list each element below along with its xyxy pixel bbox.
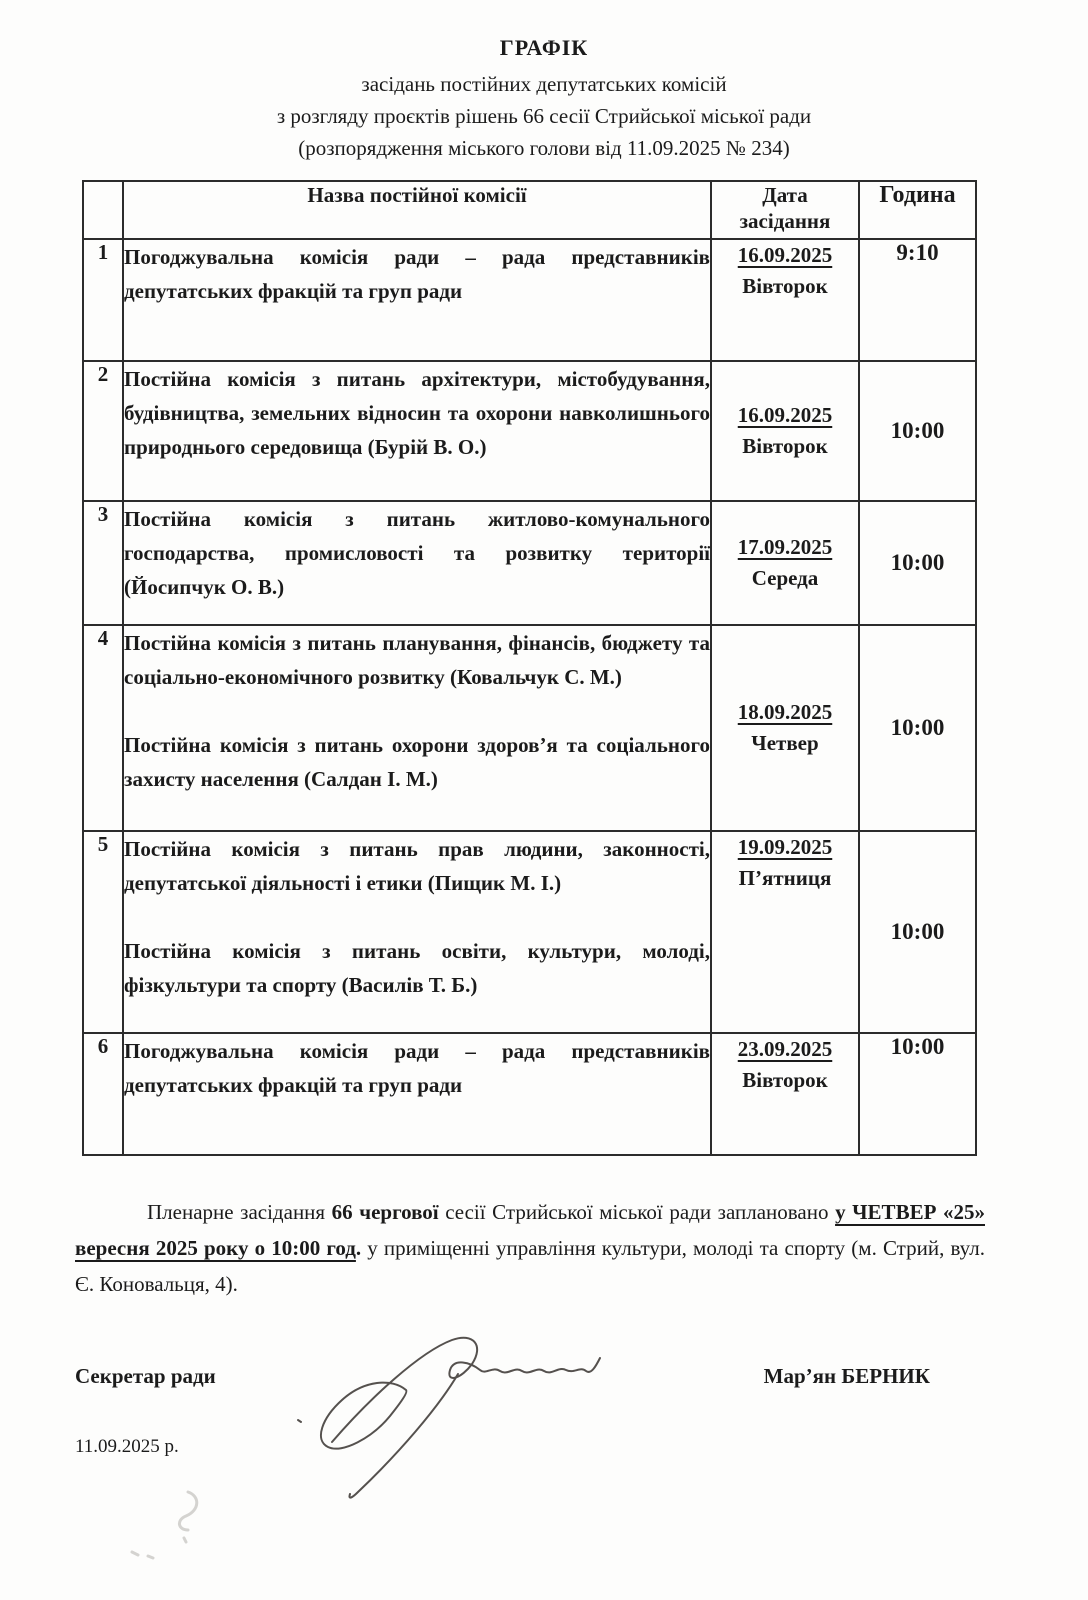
closing-text-3: у приміщенні управління культури, молоді та спорту (м. Стрий, вул. Є. Коновальця, 4). xyxy=(75,1236,985,1296)
col-header-name: Назва постійної комісії xyxy=(123,181,711,239)
meeting-day: Вівторок xyxy=(742,274,828,298)
closing-paragraph xyxy=(75,1194,985,1302)
title-block xyxy=(0,32,1088,164)
meeting-date: 17.09.2025 xyxy=(737,535,833,559)
row-number: 6 xyxy=(83,1033,123,1155)
page-title: ГРАФІК xyxy=(499,35,589,60)
commission-paragraph: Погоджувальна комісія ради – рада представників депутатських фракцій та груп ради xyxy=(124,245,710,303)
closing-session-bold: 66 чергової xyxy=(331,1200,439,1224)
signature-image xyxy=(280,1316,680,1552)
meeting-date: 16.09.2025 xyxy=(737,403,833,427)
table-row xyxy=(83,361,976,501)
meeting-time: 10:00 xyxy=(859,501,976,625)
subtitle-line-2: з розгляду проєктів рішень 66 сесії Стрийської міської ради xyxy=(276,104,812,128)
table-row xyxy=(83,625,976,831)
commission-paragraph: Постійна комісія з питань архітектури, містобудування, будівництва, земельних відносин та охорони навколишнього природнього середовища (Бурій В. О.) xyxy=(124,367,710,459)
meeting-date: 18.09.2025 xyxy=(737,700,833,724)
meeting-time: 10:00 xyxy=(859,625,976,831)
col-header-number xyxy=(83,181,123,239)
subtitle-line-3: (розпорядження міського голови від 11.09.2025 № 234) xyxy=(298,136,790,160)
commission-paragraph: Постійна комісія з питань охорони здоров’я та соціального захисту населення (Салдан І. М.) xyxy=(124,733,710,791)
commission-name xyxy=(123,625,711,831)
meeting-date: 23.09.2025 xyxy=(737,1037,833,1061)
row-number: 1 xyxy=(83,239,123,361)
table-row xyxy=(83,831,976,1033)
signature-section xyxy=(0,1350,1088,1600)
meeting-time: 10:00 xyxy=(859,361,976,501)
commission-paragraph: Постійна комісія з питань житлово-комунального господарства, промисловості та розвитку території (Йосипчук О. В.) xyxy=(124,507,710,599)
commission-name xyxy=(123,831,711,1033)
commission-paragraph: Постійна комісія з питань освіти, культури, молоді, фізкультури та спорту (Василів Т. Б.) xyxy=(124,939,710,997)
commission-name xyxy=(123,361,711,501)
row-number: 5 xyxy=(83,831,123,1033)
meeting-time: 10:00 xyxy=(859,831,976,1033)
meeting-date: 16.09.2025 xyxy=(737,243,833,267)
signature-role-label: Секретар ради xyxy=(75,1364,216,1388)
meeting-date-cell xyxy=(711,361,859,501)
meeting-date-cell xyxy=(711,625,859,831)
meeting-day: Вівторок xyxy=(742,434,828,458)
col-header-date xyxy=(711,181,859,239)
col-header-time: Година xyxy=(859,181,976,239)
meeting-day: П’ятниця xyxy=(738,866,832,890)
meeting-date-cell xyxy=(711,831,859,1033)
closing-text-2: сесії Стрийської міської ради заплановано xyxy=(438,1200,836,1224)
row-number: 2 xyxy=(83,361,123,501)
closing-period: . xyxy=(355,1236,362,1260)
meeting-time: 9:10 xyxy=(859,239,976,361)
schedule-table xyxy=(82,180,977,1156)
meeting-date-cell xyxy=(711,1033,859,1155)
row-number: 3 xyxy=(83,501,123,625)
commission-paragraph: Погоджувальна комісія ради – рада представників депутатських фракцій та груп ради xyxy=(124,1039,710,1097)
meeting-date: 19.09.2025 xyxy=(737,835,833,859)
col-header-date-line2: засідання xyxy=(739,209,831,233)
table-row xyxy=(83,239,976,361)
pencil-mark xyxy=(120,1478,230,1568)
meeting-date-cell xyxy=(711,501,859,625)
commission-name xyxy=(123,1033,711,1155)
table-row xyxy=(83,1033,976,1155)
closing-date-bold-underline: у ЧЕТВЕР «25» вересня 2025 року о 10:00 год xyxy=(75,1200,985,1260)
row-number: 4 xyxy=(83,625,123,831)
col-header-date-line1: Дата xyxy=(762,183,808,207)
document-date: 11.09.2025 р. xyxy=(75,1436,179,1457)
meeting-time: 10:00 xyxy=(859,1033,976,1155)
commission-name xyxy=(123,501,711,625)
subtitle-line-1: засідань постійних депутатських комісій xyxy=(361,72,727,96)
meeting-day: Вівторок xyxy=(742,1068,828,1092)
meeting-day: Четвер xyxy=(751,731,819,755)
commission-name xyxy=(123,239,711,361)
commission-paragraph: Постійна комісія з питань прав людини, законності, депутатської діяльності і етики (Пищик М. І.) xyxy=(124,837,710,895)
closing-text-1: Пленарне засідання xyxy=(147,1200,332,1224)
table-row xyxy=(83,501,976,625)
commission-paragraph: Постійна комісія з питань планування, фінансів, бюджету та соціально-економічного розвитку (Ковальчук С. М.) xyxy=(124,631,710,689)
meeting-date-cell xyxy=(711,239,859,361)
meeting-day: Середа xyxy=(751,566,819,590)
table-header-row xyxy=(83,181,976,239)
signatory-name: Мар’ян БЕРНИК xyxy=(763,1364,930,1388)
